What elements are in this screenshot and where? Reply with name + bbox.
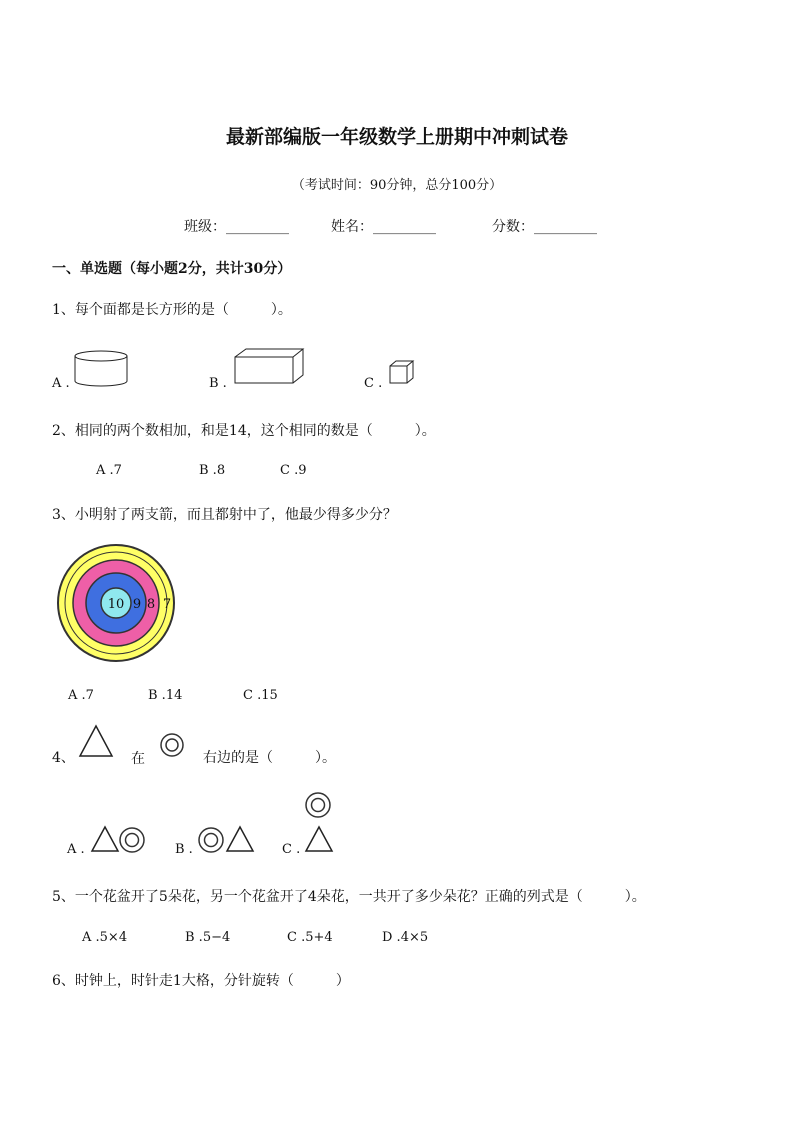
- q1-option-a: A .: [52, 376, 70, 391]
- class-field: 班级：_________: [184, 219, 289, 235]
- q1-option-c: C .: [364, 376, 383, 391]
- question-4-prefix: 4、: [52, 750, 75, 766]
- q4-option-c: C .: [282, 842, 301, 857]
- q5-option-c: C .5+4: [287, 930, 333, 945]
- q5-option-a: A .5×4: [82, 930, 128, 945]
- q2-option-b: B .8: [199, 463, 226, 478]
- q3-option-a: A .7: [68, 688, 94, 703]
- q2-option-c: C .9: [280, 463, 307, 478]
- score-field: 分数：_________: [492, 219, 597, 235]
- page-title: 最新部编版一年级数学上册期中冲刺试卷: [225, 126, 568, 148]
- triangle-icon: [225, 825, 255, 853]
- q4-option-b: B .: [175, 842, 193, 857]
- ring-label-8: 8: [146, 597, 156, 612]
- name-field: 姓名：_________: [331, 219, 436, 235]
- triangle-icon: [304, 825, 334, 853]
- q1-option-b: B .: [209, 376, 227, 391]
- q5-option-b: B .5−4: [185, 930, 231, 945]
- double-circle-icon: [118, 826, 146, 854]
- q2-option-a: A .7: [96, 463, 122, 478]
- exam-subtitle: （考试时间：90分钟，总分100分）: [291, 178, 503, 193]
- question-6-text: 6、时钟上，时针走1大格，分针旋转（ ）: [52, 973, 350, 989]
- section-heading: 一、单选题（每小题2分，共计30分）: [52, 261, 292, 277]
- q3-option-c: C .15: [243, 688, 278, 703]
- question-5-text: 5、一个花盆开了5朵花，另一个花盆开了4朵花，一共开了多少朵花？正确的列式是（ ）。: [52, 889, 646, 905]
- q5-option-d: D .4×5: [382, 930, 429, 945]
- q3-option-b: B .14: [148, 688, 183, 703]
- cube-figure: [388, 359, 418, 387]
- triangle-icon: [78, 724, 114, 758]
- question-2-text: 2、相同的两个数相加，和是14，这个相同的数是（ ）。: [52, 423, 436, 439]
- ring-label-9: 9: [132, 597, 142, 612]
- double-circle-icon: [159, 732, 185, 758]
- question-4-middle: 在: [131, 751, 145, 767]
- question-3-text: 3、小明射了两支箭，而且都射中了，他最少得多少分？: [52, 507, 397, 523]
- archery-target-figure: [55, 543, 177, 665]
- double-circle-icon: [304, 791, 332, 819]
- cylinder-figure: [74, 348, 130, 390]
- question-1-text: 1、每个面都是长方形的是（ ）。: [52, 302, 292, 318]
- ring-label-10: 10: [107, 597, 125, 612]
- cuboid-figure: [233, 347, 305, 387]
- triangle-icon: [90, 825, 120, 853]
- question-4-suffix: 右边的是（ ）。: [203, 750, 336, 766]
- q4-option-a: A .: [67, 842, 85, 857]
- double-circle-icon: [197, 826, 225, 854]
- ring-label-7: 7: [162, 597, 172, 612]
